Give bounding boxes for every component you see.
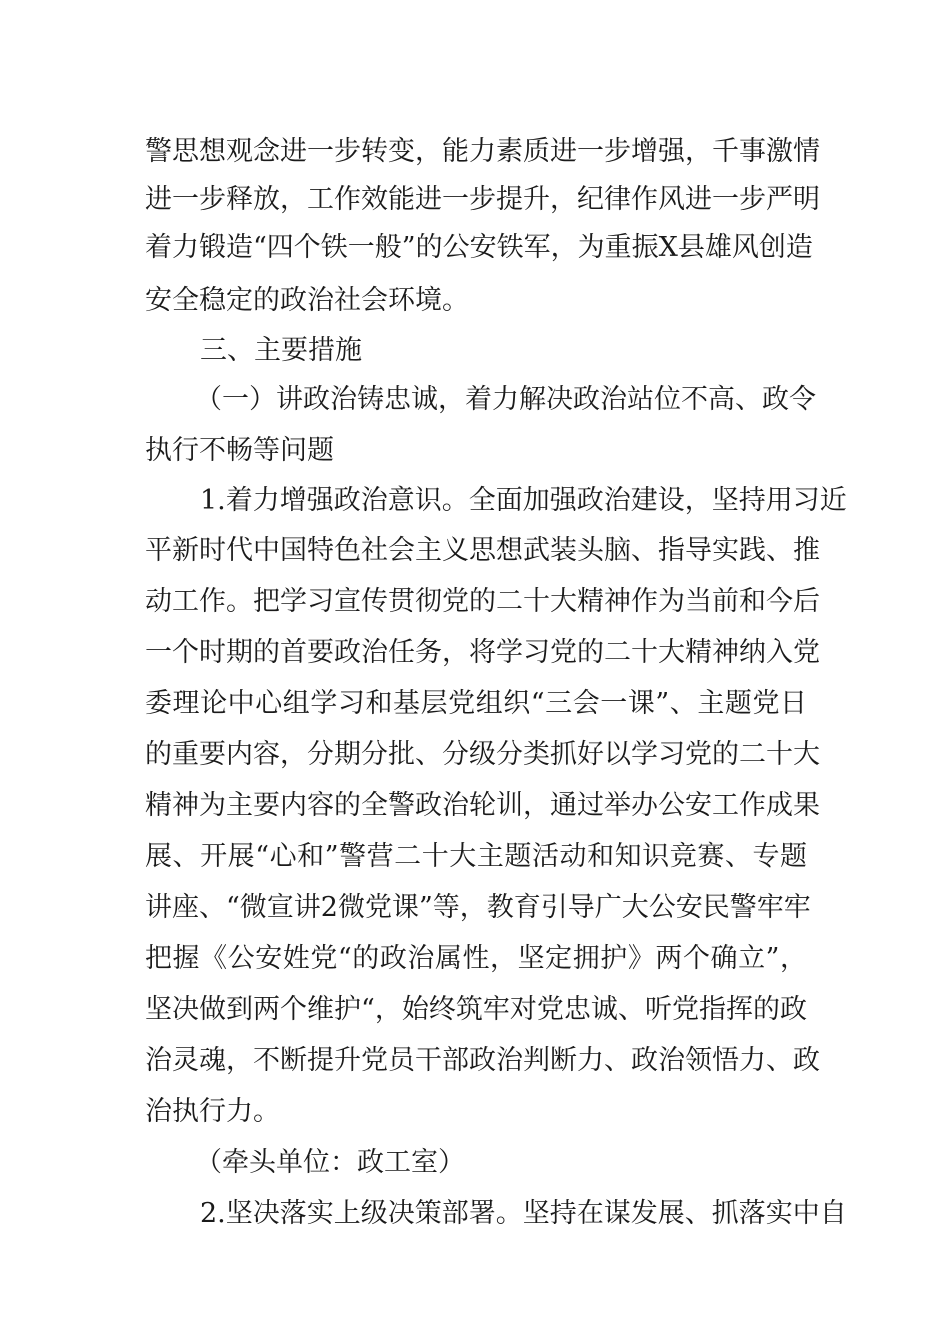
paragraph-line: 一个时期的首要政治任务，将学习党的二十大精神纳入党: [145, 637, 820, 668]
paragraph-line: 治灵魂，不断提升党员干部政治判断力、政治领悟力、政: [145, 1045, 820, 1076]
paragraph-line: 坚决做到两个维护“，始终筑牢对党忠诚、听党指挥的政: [145, 994, 807, 1025]
paragraph-line: 着力锻造“四个铁一般”的公安铁军，为重振X县雄风创造: [145, 232, 813, 263]
paragraph-line: 进一步释放，工作效能进一步提升，纪律作风进一步严明: [145, 184, 820, 215]
paragraph-line: 精神为主要内容的全警政治轮训，通过举办公安工作成果: [145, 790, 820, 821]
subsection-heading: （一）讲政治铸忠诚，着力解决政治站位不高、政令: [195, 384, 816, 415]
paragraph-line: 安全稳定的政治社会环境。: [145, 285, 469, 316]
paragraph-line: 的重要内容，分期分批、分级分类抓好以学习党的二十大: [145, 739, 820, 770]
paragraph-line: 1.着力增强政治意识。全面加强政治建设，坚持用习近: [200, 485, 847, 516]
section-heading: 三、主要措施: [200, 335, 362, 366]
paragraph-line: 2.坚决落实上级决策部署。坚持在谋发展、抓落实中自: [200, 1198, 847, 1229]
paragraph-line: 平新时代中国特色社会主义思想武装头脑、指导实践、推: [145, 535, 820, 566]
paragraph-line: 展、开展“心和”警营二十大主题活动和知识竞赛、专题: [145, 841, 807, 872]
paragraph-line: 讲座、“微宣讲2微党课”等，教育引导广大公安民警牢牢: [145, 892, 811, 923]
paragraph-line: 动工作。把学习宣传贯彻党的二十大精神作为当前和今后: [145, 586, 820, 617]
paragraph-line: 警思想观念进一步转变，能力素质进一步增强，千事激情: [145, 136, 820, 167]
paragraph-line: 委理论中心组学习和基层党组织“三会一课”、主题党日: [145, 688, 807, 719]
paragraph-line: 把握《公安姓党“的政治属性，坚定拥护》两个确立”，: [145, 943, 807, 974]
subsection-heading: 执行不畅等问题: [145, 435, 334, 466]
paragraph-line: 治执行力。: [145, 1096, 280, 1127]
lead-unit-note: （牵头单位：政工室）: [195, 1147, 465, 1178]
